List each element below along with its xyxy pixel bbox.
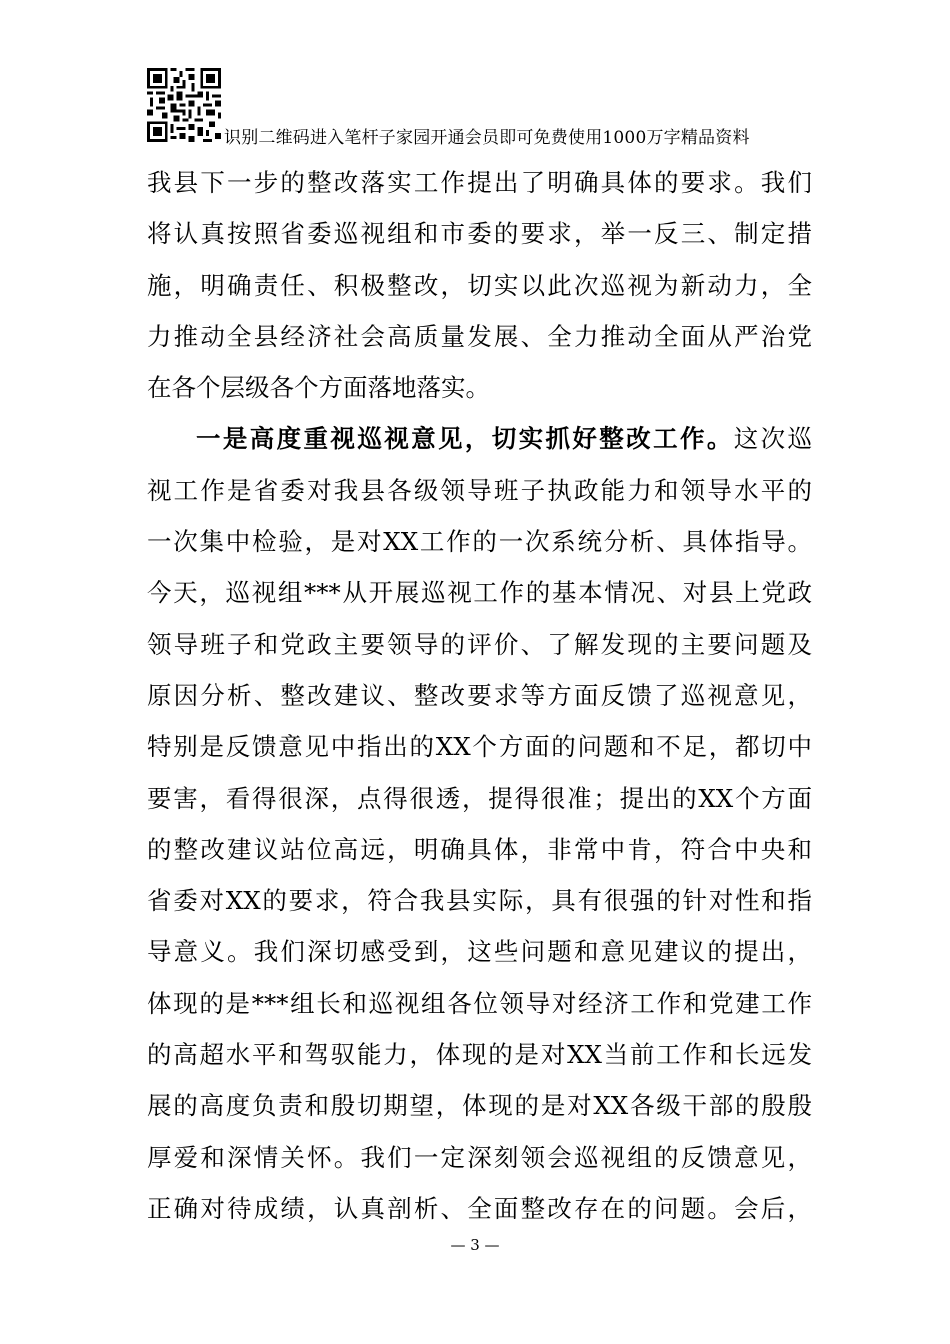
paragraph-line: 省委对XX的要求，符合我县实际，具有很强的针对性和指 (147, 886, 812, 916)
paragraph-line: 导意义。我们深切感受到，这些问题和意见建议的提出， (147, 937, 812, 967)
paragraph-line: 的高超水平和驾驭能力，体现的是对XX当前工作和长远发 (147, 1040, 812, 1070)
paragraph-line: 我县下一步的整改落实工作提出了明确具体的要求。我们 (147, 168, 812, 197)
paragraph-line: 正确对待成绩，认真剖析、全面整改存在的问题。会后， (147, 1193, 812, 1223)
paragraph-line: 视工作是省委对我县各级领导班子执政能力和领导水平的 (147, 475, 812, 505)
qr-code (147, 68, 221, 142)
paragraph-line: 一次集中检验，是对XX工作的一次系统分析、具体指导。 (147, 527, 812, 557)
paragraph-line: 在各个层级各个方面落地落实。 (147, 373, 490, 403)
paragraph-line: 特别是反馈意见中指出的XX个方面的问题和不足，都切中 (147, 732, 812, 762)
paragraph-line: 施，明确责任、积极整改，切实以此次巡视为新动力，全 (147, 270, 812, 300)
paragraph-line: 展的高度负责和殷切期望，体现的是对XX各级干部的殷殷 (147, 1091, 812, 1121)
paragraph-line: 力推动全县经济社会高质量发展、全力推动全面从严治党 (147, 321, 812, 351)
paragraph-line: 今天，巡视组***从开展巡视工作的基本情况、对县上党政 (147, 578, 812, 608)
document-body (147, 157, 812, 1234)
paragraph-line: 领导班子和党政主要领导的评价、了解发现的主要问题及 (147, 629, 812, 659)
paragraph-line: 体现的是***组长和巡视组各位领导对经济工作和党建工作 (147, 988, 812, 1018)
paragraph-line: 原因分析、整改建议、整改要求等方面反馈了巡视意见， (147, 680, 812, 710)
paragraph-line: 将认真按照省委巡视组和市委的要求，举一反三、制定措 (147, 219, 812, 249)
paragraph-line: 厚爱和深情关怀。我们一定深刻领会巡视组的反馈意见， (147, 1142, 812, 1172)
paragraph-line: 要害，看得很深，点得很透，提得很准；提出的XX个方面 (147, 783, 812, 813)
section-first-line (147, 413, 812, 464)
section-lead-text: 这次巡 (733, 424, 813, 454)
promo-banner: 识别二维码进入笔杆子家园开通会员即可免费使用1000万字精品资料 (224, 128, 750, 148)
paragraph-line: 的整改建议站位高远，明确具体，非常中肯，符合中央和 (147, 834, 812, 864)
section-heading: 一是高度重视巡视意见，切实抓好整改工作。 (196, 424, 734, 454)
page-number: — 3 — (450, 1236, 500, 1254)
